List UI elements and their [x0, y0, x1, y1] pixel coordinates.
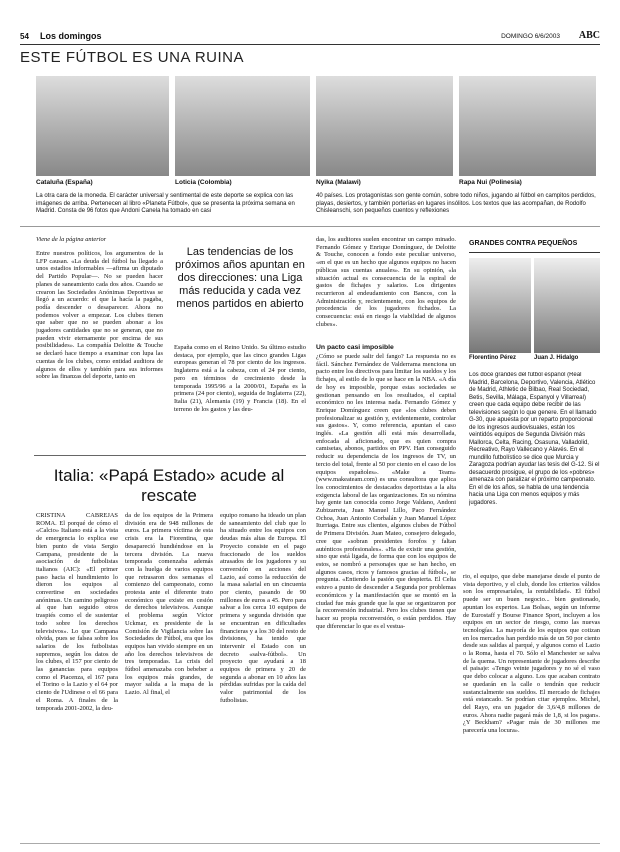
portrait-florentino: [469, 258, 531, 353]
sidebar-text: Los doce grandes del fútbol español (Real Madrid, Barcelona, Deportivo, Valencia, Atlético de Madrid, Athletic de Bilbao, Real Sociedad, Betis, Sevilla, Málaga, Espanyol y Villarreal) creen que cada equipo debe recibir de las televisiones según lo que genere. En el llamado G-30, que apuesta por un reparto proporcional de los ingresos audiovisuales, están los veintidós equipos de Segunda División más Mallorca, Celta, Racing, Osasuna, Valladolid, Recreativo, Rayo Vallecano y Alavés. En el mundillo futbolístico se dice que Murcia y Zaragoza podrían ayudar las tesis del G-12. Si el desacuerdo prosigue, el grupo de los «pobres» amenaza con paralizar el próximo campeonato. En el de los años, se habla de una tendencia hacia una Liga con menos equipos y más jugadores.: [469, 372, 600, 506]
header-rule: [20, 44, 600, 45]
page-header: [0, 30, 620, 44]
portrait-caption: Florentino Pérez: [469, 355, 517, 361]
article-col-3: das, los auditores suelen encontrar un campo minado. Fernando Gómez y Enrique Domínguez, de Deloitte & Touche, conocen a fondo este peculiar universo, «en el que es un hecho que algunos equipos no hacen públicas sus cuentas anuales». En su opinión, «la situación actual es consecuencia de la espiral de gastos de fichajes y salarios. Los dirigentes recurrieron al endeudamiento con Bancos, con la Administración y, recientemente, con los equipos de procedencia de los jugadores fichados. La consecuencia: está en riesgo la viabilidad de algunos clubes».: [316, 236, 456, 328]
photo-loticia: [175, 76, 310, 176]
article-col-3b: ¿Cómo se puede salir del fango? La respuesta no es fácil. Sánchez Fernández de Valderrama menciona un pacto entre los directivos para limitar los sueldos y los fichajes, al estilo de lo que se hace en la NBA. «A día de hoy es imposible, porque estas sociedades se gestionan pensando en los resultados, el capital económico no les interesa nada. Fernando Gómez y Enrique Domínguez creen que «los clubes deben profesionalizar su gestión y, evidentemente, controlar sus gastos». Y, como referencia, apuntan el caso inglés. «La gestión allí está más desarrollada, enfocada al aficionado, que es quien compra camisetas, abonos, partidos en PPV. Han conseguido reducir su dependencia de los ingresos de TV, un tercio del total, frente al 50 por ciento en el caso de los equipos españoles». «Make a Team» (www.makeateam.com) es una consultora que aplica los conocimientos de destacados deportistas a la alta exigencia laboral de las organizaciones. En su nómina hay gente tan conocida como Jorge Valdano, Andoni Zubizarreta, Juan Manuel Lillo, Paco Fernández Ochoa, Juan Antonio Corbalán y Juan Manuel López Iturriaga. Entre sus clientes, algunos clubes de Fútbol de Primera División. Juan Mateo, consejero delegado, cree que «sobran presidentes forofos y faltan auténticos profesionales». «Ha de existir una gestión, sino que está ligada, de forma que con los equipos de estos, se nombró a personajes que se han hecho, en algunos casos, ricos y famosos gracias al fútbol», se pregunta. «Entiendo la pasión que despierta. El Celta estuvo a punto de descender a Segunda por problemas económicos y la manifestación que se montó en la ciudad fue más grande que la que se organizaron por la reconversión industrial. Pero los clubes tienen que hacer su propia reconversión, o están perdidos. Hay que diferenciar lo que es el vestua-: [316, 353, 456, 630]
pull-headline: Las tendencias de los próximos años apuntan en dos direcciones: una Liga más reducida y cada vez menos partidos en abierto: [175, 246, 305, 310]
italy-rule: [34, 455, 306, 456]
photo-caption: Loticia (Colombia): [175, 179, 232, 186]
photo-caption: Rapa Nui (Polinesia): [459, 179, 522, 186]
kicker: ESTE FÚTBOL ES UNA RUINA: [20, 49, 244, 66]
subhead: Un pacto casi imposible: [316, 344, 394, 351]
article-col-4: rio, el equipo, que debe manejarse desde el punto de vista deportivo, y el club, donde los criterios válidos son los empresariales, la rentabilidad». El fútbol puede ser un buen negocio... bien gestionado, apuntan los expertos. Las Bolsas, según un informe de Eurostaff y Bourse Finance Sport, incluyen a los equipos en un sector de riesgo, como las nuevas tecnologías. La mayoría de los equipos que cotizan en los mercados han perdido más de un 50 por ciento desde sus salidas al parqué, y algunos como el Lazio o la Roma, hasta el 70. Sólo el Manchester se salva de la quema. Un representante de jugadores describe el paisaje: «Tengo veinte jugadores y no sé el vaso que debo colocar a alguno. Los que acaban contrato se quedarán en la calle o tendrán que reducir sustancialmente sus sueldos. El mercado de fichajes está estancado. Se podrían citar ejemplos. Michel, del Rayo, era un jugador de 3,6/4,8 millones de euros. Ahora nadie pagará más de 1,8, si los pagan». ¿Y Beckham? «Pagar más de 30 millones me parecería una locura».: [463, 573, 600, 735]
from-previous-page: Viene de la página anterior: [36, 236, 107, 243]
issue-date: DOMINGO 6/6/2003: [501, 33, 560, 40]
photo-caption: Cataluña (España): [36, 179, 93, 186]
divider: [20, 226, 600, 227]
footer-caption-right: 40 países. Los protagonistas son gente común, sobre todo niños, jugando al fútbol en campitos perdidos, playas, desiertos, y también porterías en lugares insólitos. Los textos que las acompañan, de Rodolfo Chisleanschi, son pequeños cuentos y reflexiones: [316, 193, 596, 215]
footer-rule: [20, 843, 600, 844]
footer-caption-left: La otra cara de la moneda. El carácter universal y sentimental de este deporte se explica con las imágenes de arriba. Pertenecen al libro «Planeta Fútbol», que se presenta la próxima semana en Madrid. Consta de 96 fotos que Andoni Canela ha tomado en casi: [36, 193, 295, 215]
abc-logo: ABC: [578, 30, 600, 41]
photo-rapa-nui: [459, 76, 596, 176]
portrait-caption: Juan J. Hidalgo: [534, 355, 579, 361]
page-number: 54: [20, 32, 29, 41]
italy-col-2: da de los equipos de la Primera división era de 948 millones de euros. La primera víctima de esta crisis era la Fiorentina, que desapareció hundiéndose en la tercera división. La nueva temporada comenzaba además con la huelga de varios equipos que retrasaron dos semanas el comienzo del campeonato, como protesta ante el diferente trato económico que existe en cesión de derechos televisivos. Aunque el problema según Víctor Uckmar, ex presidente de la Comisión de Vigilancia sobre las Sociedades de Fútbol, era que los equipos han vivido siempre en un año los derechos televisivos de tres temporadas. La crisis del fútbol amenazaba con bebeber a los equipos más grandes, de mayor salida a la mapa de la Lazio. Al final, el: [125, 512, 213, 697]
section-title: Los domingos: [40, 31, 102, 41]
article-col-2: España como en el Reino Unido. Su último estudio destaca, por ejemplo, que las cinco grandes Ligas europeas generan el 78 por ciento de los ingresos. Inglaterra está a la cabeza, con el 24 por ciento, pero en términos de crecimiento desde la temporada 1995/96 a la 2000/01, España es la primera (24 por ciento), seguida de Inglaterra (22), Italia (21), Alemania (19) y Francia (18). En el terreno de los gastos y las deu-: [174, 344, 306, 413]
photo-nyika: [316, 76, 453, 176]
italy-title: Italia: «Papá Estado» acude al rescate: [53, 466, 285, 505]
portrait-hidalgo: [534, 258, 600, 353]
photo-caption: Nyika (Malawi): [316, 179, 361, 186]
sidebar-rule: [469, 252, 600, 253]
italy-col-3: equipo romano ha ideado un plan de saneamiento del club que lo ha situado entre los equipos con deudas más altas de Europa. El Proyecto consiste en el pago fraccionado de los sueldos atrasados de los jugadores y su conversión en acciones del Lazio, así como la reducción de la masa salarial en un cincuenta por ciento, pasando de 90 millones de euros a 45. Pero para salvar a los cerca 10 equipos de primera y segunda división que se encuentran en dificultades financieras y a los 30 del resto de divisiones, ha tenido que intervenir el Estado con un decreto «salva-fútbol». Un proyecto que ayudará a 18 equipos de primera y 20 de segunda a abonar en 10 años las pérdidas sufridas por la caída del valor patrimonial de los futbolistas.: [220, 512, 306, 704]
sidebar-title: GRANDES CONTRA PEQUEÑOS: [469, 240, 578, 247]
italy-col-1: CRISTINA CABREJAS ROMA. El porqué de cómo el «Calcio» Italiano está a la vista de emergencia lo explica ese bien punto de vista Sergio Campana, presidente de la asociación de futbolistas italianos (AIC): «El primer paso hacia el hundimiento lo dieron los equipos al convertirse en sociedades anónimas. Un camino peligroso al que han seguido otros traspiés como el de sustentar todo sobre los derechos televisivos». Lo que Campana olvida, pues se falsea sobre los salarios de los futbolistas supremos, según los datos de los clubes, el 157 por ciento de las ganancias para equipos como el Piacenza, el 167 para el Torino o la Lazio y el 64 por ciento de l'Udinese o el 66 para el Roma. A finales de la temporada 2001-2002, la deu-: [36, 512, 118, 712]
photo-cataluna: [36, 76, 169, 176]
article-col-1: Entre nuestros políticos, los argumentos de la LFP causan. «La deuda del fútbol ha llegado a unos estadios informables —afirma un diputado del Partido Popular—. No se pueden hacer planes de saneamiento cada dos años. Cuando se crearon las Sociedades Anónimas Deportivas se llegó a un acuerdo: el que la hacía la pagaba, podía descender o desaparecer. Ahora no podemos volver a empezar. Los clubes tienen que saber que no se pueden abonar a los jugadores cantidades que no se generan, que no pueden vivir eternamente por encima de sus posibilidades». La compañía Deloitte & Touche se declaró hace tiempo a examinar con lupa las cuentas de los clubes, como entidad auditora de algunos de ellos y también para sus informes sobre las finanzas del deporte, tanto en: [36, 250, 163, 381]
